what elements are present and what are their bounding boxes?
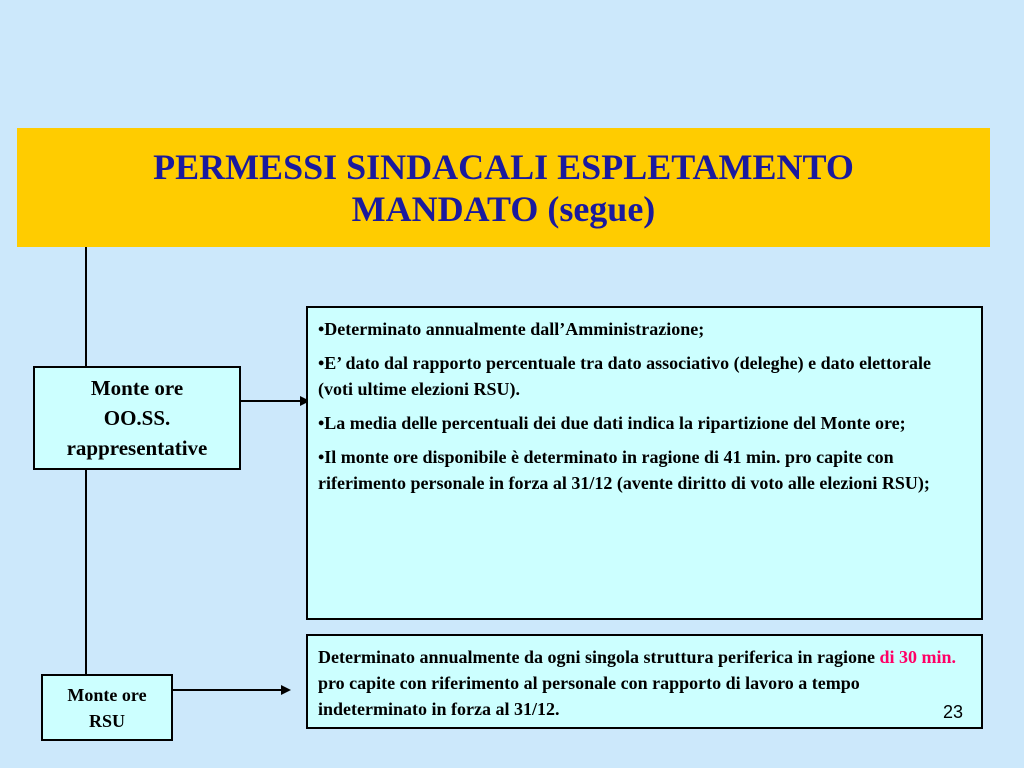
ooss-bullet-2: •E’ dato dal rapporto percentuale tra dato associativo (deleghe) e dato elettorale (voti ultime elezioni RSU). xyxy=(318,353,932,399)
monte-ore-rsu-box xyxy=(41,674,173,741)
rsu-text-highlight: di 30 min. xyxy=(879,647,956,667)
rsu-label-line-1: Monte ore xyxy=(67,684,147,705)
ooss-detail-box xyxy=(306,306,983,620)
vertical-connector-top xyxy=(85,247,87,368)
ooss-label-line-3: rappresentative xyxy=(66,436,208,460)
ooss-bullet-4: •Il monte ore disponibile è determinato in ragione di 41 min. pro capite con riferimento personale in forza al 31/12 (avente diritto di voto alle elezioni RSU); xyxy=(318,447,930,493)
page-number: 23 xyxy=(942,702,963,722)
vertical-connector-bottom xyxy=(85,470,87,675)
rsu-text-before: Determinato annualmente da ogni singola struttura periferica in ragione xyxy=(318,647,880,667)
rsu-label-line-2: RSU xyxy=(88,710,125,731)
title-line-1: PERMESSI SINDACALI ESPLETAMENTO xyxy=(153,146,854,187)
ooss-bullet-1: •Determinato annualmente dall’Amministrazione; xyxy=(318,319,705,339)
title-banner xyxy=(17,128,990,247)
ooss-label-line-2: OO.SS. xyxy=(103,406,171,430)
monte-ore-ooss-box xyxy=(33,366,241,470)
ooss-label-line-1: Monte ore xyxy=(90,376,184,400)
title-line-2: MANDATO (segue) xyxy=(351,188,656,229)
ooss-bullet-3: •La media delle percentuali dei due dati indica la ripartizione del Monte ore; xyxy=(318,413,906,433)
rsu-detail-box xyxy=(306,634,983,729)
rsu-detail-text xyxy=(318,644,969,722)
arrow-rsu-head xyxy=(281,685,291,695)
rsu-text-after: pro capite con riferimento al personale con rapporto di lavoro a tempo indeterminato in forza al 31/12. xyxy=(318,673,860,719)
